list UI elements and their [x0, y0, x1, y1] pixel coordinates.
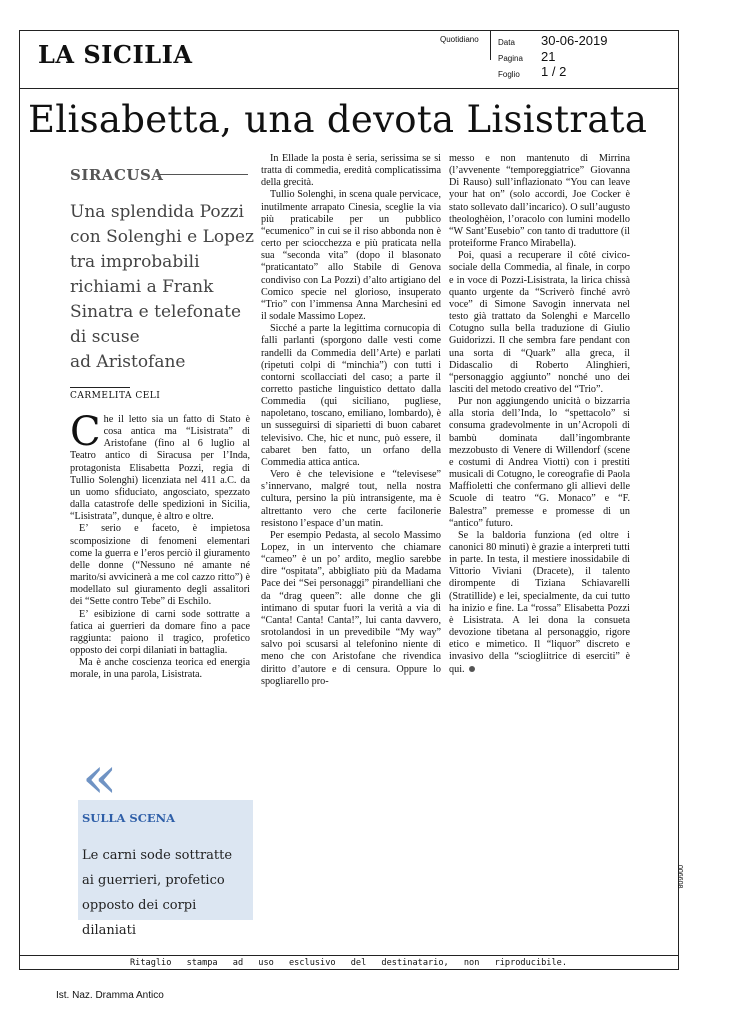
paragraph: messo e non mantenuto di Mirrina (l’avvenente “temporeggiatrice” Giovanna Di Rauso) sull’inflazionato “You can leave your hat on” (solo accordi, Joe Cocker è stato sollevato dall’incarico). O sull’augusto theologhèion, l’oracolo con lumini modello “W Sant’Eusebio” con tanto di traduttore (il proteiforme Franco Mirabella).: [449, 153, 630, 250]
quote-mark-icon: «: [82, 743, 118, 811]
page-label: Pagina: [498, 54, 523, 63]
paragraph: Vero è che televisione e “televisese” s’innervano, malgré tout, nella nostra cultura, persino la più intransigente, ma è altrettanto vero che certe facilonerie resistono l’espace d’un matin.: [261, 469, 441, 529]
paragraph: E’ serio e faceto, è impietosa scomposizione di fenomeni elementari come la guerra e l’eros perciò il giuramento delle donne (“Nessuno né amante né marito/si avvicinerà a me col cazzo ritto”) è modellato sul giuramento degli assalitori dei “Sette contro Tebe” di Eschilo.: [70, 523, 250, 608]
end-mark-icon: [469, 666, 475, 672]
subhead-line: Sinatra e telefonate: [70, 302, 242, 322]
sheet-label: Foglio: [498, 70, 520, 79]
pull-quote-text: Le carni sode sottratte ai guerrieri, profetico opposto dei corpi dilaniati: [82, 848, 233, 938]
kicker-rule: [160, 174, 248, 175]
byline-rule: [70, 387, 130, 388]
paragraph: Che il letto sia un fatto di Stato è cosa antica ma “Lisistrata” di Aristofane (fino al 6 luglio al Teatro antico di Siracusa per l’Inda, protagonista Elisabetta Pozzi, regia di Tullio Solenghi) licenziata nel 411 a.C. da un uomo sfiduciato, angosciato, spezzato dalla catastrofe delle spedizioni in Sicilia, “Lisistrata”, dunque, è altro e oltre.: [70, 409, 250, 523]
section-kicker: SIRACUSA: [70, 166, 164, 184]
page-value: 21: [541, 49, 556, 64]
article-headline: Elisabetta, una devota Lisistrata: [28, 98, 648, 141]
subhead-line: Una splendida Pozzi: [70, 202, 244, 222]
subhead-line: di scuse: [70, 327, 140, 347]
paragraph: Tullio Solenghi, in scena quale pervicace, inutilmente arrapato Cinesia, sceglie la via più praticabile per un pubblico “ecumenico” in cui se il riso abbonda non è certo per sciocchezza e più praticata nella sua “seconda vita” (dopo il blasonato “praticantato” allo Stabile di Genova condiviso con La Pozzi) d’alto artigiano del Comico specie nel glorioso, insuperato “Trio” con l’immensa Anna Marchesini ed il sodale Massimo Lopez.: [261, 189, 441, 323]
article-column-2: [261, 153, 441, 688]
date-value: 30-06-2019: [541, 33, 608, 48]
side-code: 006608: [676, 865, 683, 889]
paragraph: Sicché a parte la legittima cornucopia di falli parlanti (sporgono dalle vesti come randelli da Commedia dell’Arte) e parlati (ripetuti colpi di “minchia”) con tutti i contorni scollacciati del caso; a parte il corretto pastiche linguistico dettato dalla Commedia (qui siciliano, pugliese, napoletano, toscano, emiliano, lombardo), è un susseguirsi di siparietti di buon cabaret televisivo. Che, hic et nunc, può essere, il cabaret ben fatto, un orfano della Commedia attica antica.: [261, 323, 441, 468]
paragraph: Pur non aggiungendo unicità o bizzarria alla storia dell’Inda, lo “spettacolo” si consuma gradevolmente in un’Acropoli di bambù dominata dall’ingombrante mezzobusto di Venere di Willendorf (scene e costumi di Andrea Viotti) con i prestiti musicali di Cotugno, le coreografie di Paola Maffioletti che confermano gli allievi delle Scuole di teatro “G. Monaco” e “F. Balestra” premesse e promesse di un “antico” futuro.: [449, 396, 630, 529]
paragraph: In Ellade la posta è seria, serissima se si tratta di commedia, eredità complicatissima della grecità.: [261, 153, 441, 189]
source-credit: Ist. Naz. Dramma Antico: [56, 990, 164, 1001]
subhead-line: tra improbabili: [70, 252, 200, 272]
article-byline: CARMELITA CELI: [70, 391, 161, 401]
header-divider: [19, 88, 679, 89]
footer-rule: [19, 955, 679, 956]
footer-note: Ritaglio stampa ad uso esclusivo del destinatario, non riproducibile.: [130, 958, 567, 968]
drop-cap: C: [70, 409, 101, 455]
subhead-line: richiami a Frank: [70, 277, 214, 297]
article-column-3: [449, 153, 630, 676]
paragraph: Se la baldoria funziona (ed oltre i canonici 80 minuti) è grazie a interpreti tutti in parte. In testa, il mestiere inossidabile di Vittorio Viviani (Dracete), il talento dirompente di Tiziana Schiavarelli (Stratillide) e lei, specialmente, da cui tutto ha inizio e fine. La “rossa” Elisabetta Pozzi è Lisistrata. A lei dona la consueta devozione tibetana al personaggio, rigore etico e mimetico. Il “liquor” discreto e invasivo della “sciogliitrice di eserciti” è qui.: [449, 529, 630, 675]
paragraph: E’ esibizione di carni sode sottratte a fatica ai guerrieri da domare fino a pace raggiunta: paiono il tragico, profetico opposto dei corpi dilaniati in battaglia.: [70, 608, 250, 656]
sheet-value: 1 / 2: [541, 64, 567, 79]
newspaper-logo: LA SICILIA: [38, 40, 193, 69]
paragraph: Ma è anche coscienza teorica ed energia morale, in una parola, Lisistrata.: [70, 657, 250, 681]
pull-quote: [70, 743, 253, 938]
subhead-line: con Solenghi e Lopez: [70, 227, 254, 247]
subhead-line: ad Aristofane: [70, 352, 186, 372]
publication-type: Quotidiano: [440, 35, 479, 44]
article-subhead: [70, 200, 255, 375]
paragraph: Per esempio Pedasta, al secolo Massimo Lopez, in un intervento che chiamare “cameo” è un po’ ardito, meglio sarebbe dire “ospitata”, abbigliato più da Madama Pace dei “Sei personaggi” pirandelliani che da “drag queen”: alle donne che gli intimano di sputar fuori la verità a via di “Canta! Canta! Canta!”, lui canta davvero, srotolandosi in un prevedibile “My way” salvo poi scusarsi al telefonino niente di meno che con Aristofane che rivendica diritto d’autore e di censura. Oppure lo spogliarello pro-: [261, 529, 441, 687]
paragraph: Poi, quasi a recuperare il côté civico-sociale della Commedia, al finale, in corpo e in voce di Pozzi-Lisistrata, la lirica chissà quanto urgente da “Scriverò finché avrò voce” di Simone Savogin innervata nel testo già trattato da Solenghi e Marcello Cotugno sulla bella traduzione di Giulio Guidorizzi. Il che sembra fare pendant con una sorta di “Quark” alla greca, il Didascalio di Roberto Alinghieri, “personaggio aggiunto” nonché uno dei lasciti del metodo creativo del “Trio”.: [449, 250, 630, 395]
article-column-1: [70, 409, 250, 681]
pull-quote-label: SULLA SCENA: [82, 811, 176, 825]
date-label: Data: [498, 38, 515, 47]
